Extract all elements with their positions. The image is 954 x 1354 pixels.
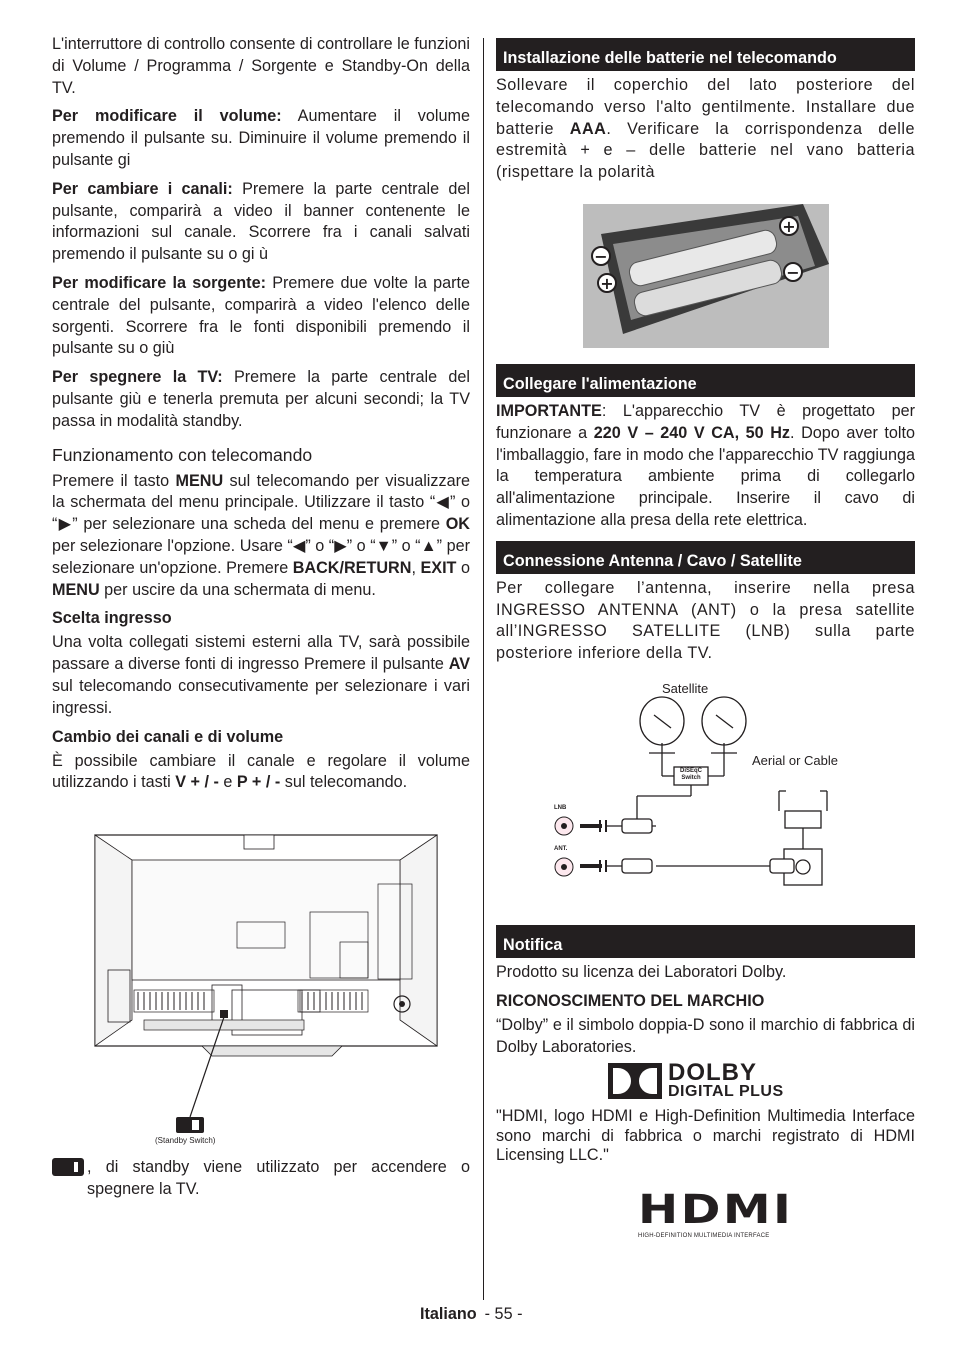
input-paragraph: Una volta collegati sistemi esterni alla TV, sarà possibile passare a diverse fonti di ingresso Premere il pulsante AV sul telecomando consecutivamente per selezionare i vari ingressi.: [52, 633, 470, 717]
antenna-paragraph: Per collegare l’antenna, inserire nella presa INGRESSO ANTENNA (ANT) o la presa satellite all’INGRESSO SATELLITE (LNB) sulla parte posteriore inferiore della TV.: [496, 578, 915, 663]
page-number: - 55 -: [484, 1305, 523, 1323]
dolby-logo: [608, 1061, 915, 1103]
hdmi-paragraph: "HDMI, logo HDMI e High-Definition Multimedia Interface sono marchi di fabbrica o marchi registrato di HDMI Licensing LLC.": [496, 1107, 915, 1165]
right-column: [496, 38, 915, 1242]
power-paragraph: IMPORTANTE: L'apparecchio TV è progettato per funzionare a 220 V – 240 V CA, 50 Hz. Dopo aver tolto l'imballaggio, fare in modo che l'apparecchio TV raggiunga la temperatura ambiente prima di collegarlo all'alimentazione principale. Inserire il cavo di alimentazione alla presa della rete elettrica.: [496, 401, 916, 529]
tv-rear-drawing: [52, 820, 470, 1155]
dolby-dd-icon: [608, 1063, 662, 1099]
hdmi-logo-sub: HIGH-DEFINITION MULTIMEDIA INTERFACE: [638, 1232, 770, 1239]
left-column: [52, 34, 470, 1208]
antenna-diagram: [496, 681, 915, 899]
batteries-photo: [583, 204, 829, 348]
standby-paragraph: , di standby viene utilizzato per accendere o spegnere la TV.: [87, 1158, 470, 1198]
aerial-label: Aerial or Cable: [752, 752, 838, 768]
chvol-heading: Cambio dei canali e di volume: [52, 727, 284, 746]
batteries-paragraph: Sollevare il coperchio del lato posteriore del telecomando verso l'alto gentilmente. Installare due batterie AAA. Verificare la corrispondenza delle estremità + e – delle batterie nel vano batteria (rispettare la polarità: [496, 76, 915, 182]
remote-paragraph: Premere il tasto MENU sul telecomando per visualizzare la schermata del menu principale. Utilizzare il tasto “◀” o “▶” per selezionare una scheda del menu e premere OK per selezionare l'opzione. Usare “◀” o “▶” o “▼” o “▲” per selezionare un'opzione. Premere BACK/RETURN, EXIT o MENU per uscire da una schermata di menu.: [52, 471, 470, 599]
diseqc-label-1: DiSEqC: [679, 767, 702, 774]
power-heading: Collegare l'alimentazione: [496, 364, 915, 397]
source-paragraph: Per modificare la sorgente: Premere due volte la parte centrale del pulsante, comparirà a video l'elenco delle sorgenti. Scorrere fra le fonti disponibili premendo il pulsante su o giù: [52, 273, 470, 358]
diseqc-label-2: Switch: [681, 774, 701, 781]
svg-text:−: −: [786, 262, 800, 282]
hdmi-logo: [638, 1186, 915, 1242]
page-footer: [420, 1305, 522, 1324]
antenna-heading: Connessione Antenna / Cavo / Satellite: [496, 541, 915, 574]
standby-line: [52, 1157, 470, 1201]
chvol-paragraph: È possibile cambiare il canale e regolare il volume utilizzando i tasti V + / - e P + / - sul telecomando.: [52, 751, 470, 792]
intro-paragraph: L'interruttore di controllo consente di controllare le funzioni di Volume / Programma / Sorgente e Standby-On della TV.: [52, 35, 470, 97]
off-paragraph: Per spegnere la TV: Premere la parte centrale del pulsante giù e tenerla premuta per alcuni secondi; la TV passa in modalità standby.: [52, 368, 470, 430]
svg-text:+: +: [600, 273, 614, 293]
ant-label: ANT.: [554, 845, 568, 852]
hdmi-logo-text: HDMI: [638, 1186, 794, 1233]
satellite-label: Satellite: [662, 680, 709, 696]
volume-paragraph: Per modificare il volume: Aumentare il volume premendo il pulsante su. Diminuire il volume premendo il pulsante gi: [52, 107, 470, 169]
tv-rear-illustration: [52, 820, 470, 1155]
channels-paragraph: Per cambiare i canali: Premere la parte centrale del pulsante, comparirà a video il banner contenente le informazioni sul canale. Scorrere fra i canali salvati premendo il pulsante su o gi ù: [52, 179, 470, 264]
dolby-logo-sub: DIGITAL PLUS: [668, 1083, 784, 1101]
svg-text:−: −: [594, 246, 608, 266]
column-divider: [483, 38, 484, 1300]
svg-text:+: +: [782, 216, 796, 236]
input-heading: Scelta ingresso: [52, 609, 172, 628]
lnb-label: LNB: [554, 804, 567, 811]
batteries-drawing: [583, 204, 829, 348]
standby-switch-icon: [52, 1158, 84, 1176]
dolby-logo-title: DOLBY: [668, 1059, 757, 1087]
standby-switch-caption: (Standby Switch): [155, 1136, 216, 1146]
footer-language: Italiano: [420, 1305, 477, 1323]
dolby-paragraph: “Dolby” e il simbolo doppia-D sono il marchio di fabbrica di Dolby Laboratories.: [496, 1015, 915, 1056]
batteries-heading: Installazione delle batterie nel telecomando: [496, 38, 915, 71]
notice-paragraph: Prodotto su licenza dei Laboratori Dolby.: [496, 962, 787, 981]
notice-heading: Notifica: [496, 925, 915, 958]
remote-heading: Funzionamento con telecomando: [52, 444, 313, 465]
antenna-drawing: [496, 681, 915, 899]
trademark-heading: RICONOSCIMENTO DEL MARCHIO: [496, 991, 765, 1010]
